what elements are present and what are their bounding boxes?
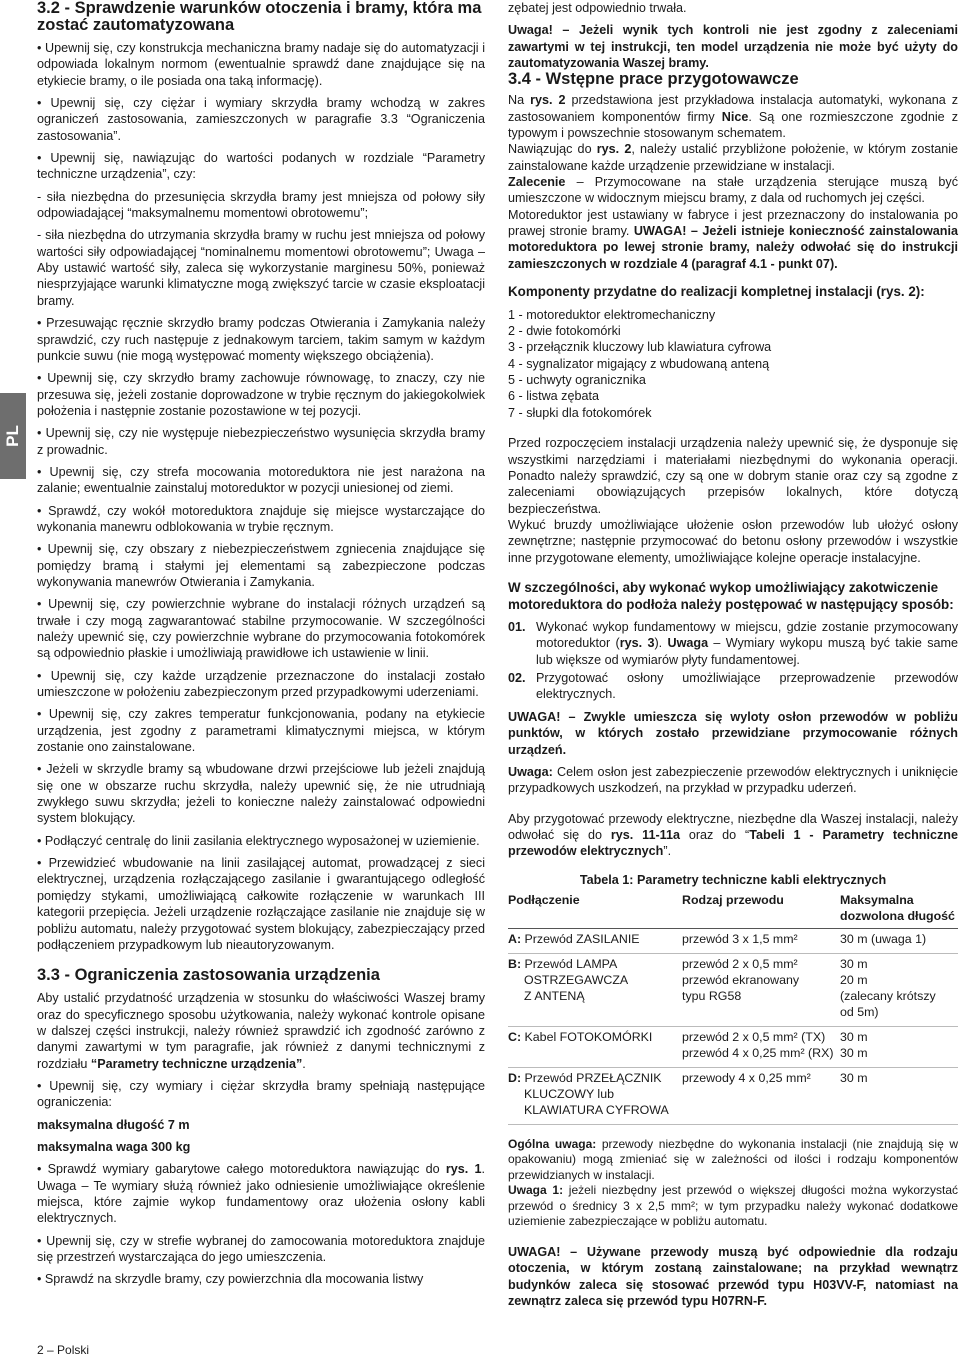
condition-paragraph: • Upewnij się, czy obszary z niebezpieczeństwem zgniecenia znajdujące się pomiędzy bramą i stałymi jej elementami są zabezpieczone podczas wykonywania manewrów Otwierania i Zamykania. — [37, 542, 485, 589]
max-length-cell: 30 m (uwaga 1) — [840, 928, 958, 953]
condition-paragraph: • Upewnij się, czy strefa mocowania motoreduktora nie jest narażona na zalanie; ewentualnie zainstaluj motoreduktor w pozycji uniesionej od ziemi. — [37, 464, 485, 496]
max-length-cell: 30 m 20 m (zalecany krótszy od 5m) — [840, 953, 958, 1026]
component-item: 1 - motoreduktor elektromechaniczny — [508, 307, 716, 322]
connection-cell: B: Przewód LAMPA OSTRZEGAWCZA Z ANTENĄ — [508, 953, 682, 1026]
space-check: • Upewnij się, czy w strefie wybranej do zamocowania motoreduktora znajduje się przestrzeń wystarczająca do jego umieszczenia. — [37, 1233, 485, 1264]
prep-paragraph-2: Nawiązując do rys. 2, należy ustalić przybliżone położenie, w którym zostanie zainstalowane każde urządzenie przewidziane w instalacji. — [508, 142, 959, 173]
conduit-note: Uwaga: Celem osłon jest zabezpieczenie przewodów elektrycznych i uniknięcie przypadkowych uszkodzeń, na przykład w przypadku uderzeń. — [508, 764, 958, 796]
step-02: 02. Przygotować osłony umożliwiające przeprowadzenie przewodów elektrycznych. — [508, 671, 958, 702]
left-column — [37, 0, 485, 1294]
max-weight: maksymalna waga 300 kg — [37, 1139, 191, 1154]
condition-paragraph: • Sprawdź, czy wokół motoreduktora znajduje się miejsce wystarczające do wykonania manewru odblokowania w trybie ręcznym. — [37, 503, 485, 534]
condition-paragraph: - siła niezbędna do utrzymania skrzydła bramy w ruchu jest mniejsza od połowy wartości siły odpowiadającej “nominalnemu momentowi obrotowemu”; Uwaga – Aby ustawić wartość siły, zaleca się wykorzystanie marginesu 50%, ponieważ niesprzyjające warunki klimatyczne mogą zwiększyć tarcie w czasie eksploatacji bramy. — [37, 228, 485, 308]
section-title-3-4: 3.4 - Wstępne prace przygotowawcze — [508, 70, 799, 89]
left-paragraphs — [37, 40, 485, 953]
table-row — [508, 928, 958, 953]
connection-cell: A: Przewód ZASILANIE — [508, 928, 682, 953]
right-column — [508, 0, 958, 1315]
connection-cell: D: Przewód PRZEŁĄCZNIK KLUCZOWY lub KLAWIATURA CYFROWA — [508, 1067, 682, 1124]
component-item: 2 - dwie fotokomórki — [508, 324, 621, 339]
prep-paragraph-6: Wykuć bruzdy umożliwiające ułożenie osłon przewodów lub ułożyć osłony zewnętrzne; następnie przymocować do betonu osłony przewodów i wszystkie inne przygotowane elementy, umożliwiające kolejne operacje instalacyjne. — [508, 517, 958, 565]
page-footer: 2 – Polski — [37, 1343, 90, 1357]
continued-text: zębatej jest odpowiednio trwała. — [508, 1, 687, 15]
condition-paragraph: • Upewnij się, czy każde urządzenie przeznaczone do instalacji zostało umieszczone w położeniu zabezpieczonym przed przypadkowymi uderzeniami. — [37, 668, 485, 700]
recommendation: Zalecenie – Przymocowane na stałe urządzenia sterujące muszą być umieszczone w widocznym miejscu bramy, z dala od ruchomych jej części. — [508, 175, 958, 206]
cable-type-cell: przewód 2 x 0,5 mm² przewód ekranowany typu RG58 — [682, 953, 840, 1026]
cable-type-cell: przewody 4 x 0,25 mm² — [682, 1067, 840, 1124]
language-tab: PL — [0, 393, 26, 479]
condition-paragraph: • Jeżeli w skrzydle bramy są wbudowane drzwi przejściowe lub jeżeli znajdują się one w obszarze ruchu skrzydła, należy upewnić się, że nie utrudniają zwykłego suwu skrzydła; jeżeli to konieczne należy zainstalować odpowiedni system blokujący. — [37, 762, 485, 826]
table-row — [508, 1067, 958, 1124]
limits-intro: Aby ustalić przydatność urządzenia w stosunku do właściwości Waszej bramy oraz do specyficznego sposobu użytkowania, należy wykonać kontrole opisane w dalszej części instrukcji, należy również sprawdzić ich zgodność zarówno z danymi zawartymi w tym paragrafie, jak również z danymi technicznymi z rozdziału “Parametry techniczne urządzenia”. — [37, 991, 485, 1071]
condition-paragraph: - siła niezbędna do przesunięcia skrzydła bramy jest mniejsza od połowy siły odpowiadającej “maksymalnemu momentowi obrotowemu”; — [37, 189, 485, 221]
condition-paragraph: • Upewnij się, czy zakres temperatur funkcjonowania, podany na etykiecie urządzenia, jest zgodny z parametrami klimatycznymi miejsca, w którym zostanie ono zainstalowane. — [37, 707, 485, 755]
warning-conduit-outlets: UWAGA! – Zwykle umieszcza się wyloty osłon przewodów w pobliżu punktów, w których zostało przewidziane przymocowanie różnych urządzeń. — [508, 709, 958, 757]
component-item: 4 - sygnalizator migający z wbudowaną anteną — [508, 356, 770, 371]
components-list — [508, 307, 958, 421]
table-caption: Tabela 1: Parametry techniczne kabli elektrycznych — [579, 872, 887, 887]
condition-paragraph: • Upewnij się, czy nie występuje niebezpieczeństwo wysunięcia skrzydła bramy z prowadnic. — [37, 426, 485, 457]
connection-cell: C: Kabel FOTOKOMÓRKI — [508, 1026, 682, 1067]
condition-paragraph: • Upewnij się, czy skrzydło bramy zachowuje równowagę, to znaczy, czy nie przesuwa się, jeżeli zostanie doprowadzone w trybie ręcznym do jakiegokolwiek położenia i następnie zostanie pozostawione w tej pozycji. — [37, 371, 485, 418]
condition-paragraph: • Upewnij się, czy konstrukcja mechaniczna bramy nadaje się do automatyzacji i odpowiada lokalnym normom (ewentualnie sprawdź dane znajdujące się na etykiecie bramy, o ile posiada ona taką informację). — [37, 41, 485, 88]
section-title-3-3: 3.3 - Ograniczenia zastosowania urządzenia — [37, 966, 380, 985]
condition-paragraph: • Przewidzieć wbudowanie na linii zasilającej automat, prowadzącej z sieci elektrycznej, urządzenia rozłączającego zasilanie i gwarantującego odległość pomiędzy stykami, umożliwiającą całkowite rozłączenie w warunkach III kategorii przepięcia. Jeżeli urządzenie rozłączające zasilanie nie znajduje się w pobliżu automatu, należy przygotować system blokujący, zabezpieczający przed podłączeniem przypadkowym lub nieautoryzowanym. — [37, 856, 485, 952]
prep-paragraph-1: Na rys. 2 przedstawiona jest przykładowa instalacja automatyki, wykonana z zastosowaniem komponentów firmy Nice. Są one rozmieszczone zgodnie z typowym i powszechnie stosowanym schematem. — [508, 93, 959, 141]
cable-type-cell: przewód 2 x 0,5 mm² (TX) przewód 4 x 0,25 mm² (RX) — [682, 1026, 840, 1067]
condition-paragraph: • Upewnij się, czy powierzchnie wybrane do instalacji różnych urządzeń są trwałe i czy mogą zagwarantować stabilne przymocowanie. W szczególności należy upewnić się, czy powierzchnie wybrane do przymocowania fotokomórek są odpowiednio płaskie i umożliwiają prawidłowe ich ustawienie w linii. — [37, 597, 485, 661]
table-header-connection: Podłączenie — [508, 892, 682, 929]
excavation-title: W szczególności, aby wykonać wykop umożliwiający zakotwiczenie motoreduktora do podłoża należy postępować w następujący sposób: — [508, 579, 954, 612]
table-header-cable-type: Rodzaj przewodu — [682, 892, 840, 929]
components-title: Komponenty przydatne do realizacji kompletnej instalacji (rys. 2): — [508, 284, 925, 300]
dimensions-check: • Sprawdź wymiary gabarytowe całego motoreduktora nawiązując do rys. 1. Uwaga – Te wymiary służą również jako odniesienie umożliwiające określenie miejsca, które zajmie wykop fundamentowy oraz ułożenia osłony kabli elektrycznych. — [37, 1162, 485, 1226]
cables-intro: Aby przygotować przewody elektryczne, niezbędne dla Waszej instalacji, należy odwołać się do rys. 11-11a oraz do “Tabeli 1 - Parametry techniczne przewodów elektrycznych”. — [508, 811, 958, 859]
table-row — [508, 953, 958, 1026]
general-note: Ogólna uwaga: przewody niezbędne do wykonania instalacji (nie znajdują się w opakowaniu) mogą zmieniać się w zależności od ilości i rodzaju komponentów przewidzianych w instalacji. — [508, 1136, 958, 1182]
max-length-cell: 30 m 30 m — [840, 1026, 958, 1067]
warning-cable-types: UWAGA! – Używane przewody muszą być odpowiednie dla rodzaju otoczenia, w którym zostaną zainstalowane; na przykład wewnątrz budynków zaleca się stosować przewód typu H03VV-F, natomiast na zewnątrz zaleca się przewód typu H07RN-F. — [508, 1244, 958, 1308]
condition-paragraph: • Upewnij się, czy ciężar i wymiary skrzydła bramy wchodzą w zakres ograniczeń zastosowania, zamieszczonych w paragrafie 3.3 “Ograniczenia zastosowania”. — [37, 96, 485, 143]
component-item: 5 - uchwyty ogranicznika — [508, 373, 646, 388]
condition-paragraph: • Upewnij się, nawiązując do wartości podanych w rozdziale “Parametry techniczne urządzenia”, czy: — [37, 151, 485, 182]
cable-type-cell: przewód 3 x 1,5 mm² — [682, 928, 840, 953]
table-header-max-length: Maksymalna dozwolona długość — [840, 892, 958, 929]
cables-table — [508, 892, 958, 1125]
section-title-3-2: 3.2 - Sprawdzenie warunków otoczenia i bramy, która ma zostać zautomatyzowana — [37, 0, 482, 34]
limits-check: • Upewnij się, czy wymiary i ciężar skrzydła bramy spełniają następujące ograniczenia: — [37, 1078, 485, 1110]
prep-paragraph-4: Motoreduktor jest ustawiany w fabryce i jest przeznaczony do instalowania po prawej stronie bramy. UWAGA! – Jeżeli istnieje konieczność zainstalowania motoreduktora po lewej stronie bramy, należy odwołać się do instrukcji zamieszczonych w rozdziale 4 (paragraf 4.1 - punkt 07). — [508, 207, 958, 271]
condition-paragraph: • Podłączyć centralę do linii zasilania elektrycznego wyposażonej w uziemienie. — [37, 833, 480, 848]
step-01: 01. Wykonać wykop fundamentowy w miejscu, gdzie zostanie przymocowany motoreduktor (rys. 3). Uwaga – Wymiary wykopu muszą być takie same lub większe od wymiarów płyty fundamentowej. — [508, 620, 958, 667]
note-1: Uwaga 1: jeżeli niezbędny jest przewód o większej długości można wykorzystać przewód o średnicy 3 x 2,5 mm²; w tym przypadku należy wykonać dodatkowe uziemienie zabezpieczające w pobliżu automatu. — [508, 1183, 959, 1229]
table-row — [508, 1026, 958, 1067]
component-item: 7 - słupki dla fotokomórek — [508, 405, 652, 420]
surface-check: • Sprawdź na skrzydle bramy, czy powierzchnia dla mocowania listwy — [37, 1272, 424, 1287]
prep-paragraph-5: Przed rozpoczęciem instalacji urządzenia należy upewnić się, że dysponuje się wszystkimi narzędziami i materiałami niezbędnymi do wykonania operacji. Ponadto należy sprawdzić, czy są one w dobrym stanie oraz czy są zgodne z zaleceniami obowiązujących przepisów lokalnych, które dotyczą bezpieczeństwa. — [508, 436, 958, 516]
excavation-steps — [508, 619, 958, 703]
max-length-cell: 30 m — [840, 1067, 958, 1124]
component-item: 3 - przełącznik kluczowy lub klawiatura cyfrowa — [508, 340, 772, 355]
max-length: maksymalna długość 7 m — [37, 1117, 190, 1132]
component-item: 6 - listwa zębata — [508, 389, 599, 404]
warning-compatibility: Uwaga! – Jeżeli wynik tych kontroli nie jest zgodny z zaleceniami zawartymi w tej instrukcji, ten model urządzenia nie może być użyty do zautomatyzowania Waszej bramy. — [508, 23, 958, 71]
condition-paragraph: • Przesuwając ręcznie skrzydło bramy podczas Otwierania i Zamykania należy sprawdzić, czy ruch następuje z jednakowym tarciem, takim samym w każdym punkcie suwu (nie mogą występować momenty większego obciążenia). — [37, 316, 485, 363]
